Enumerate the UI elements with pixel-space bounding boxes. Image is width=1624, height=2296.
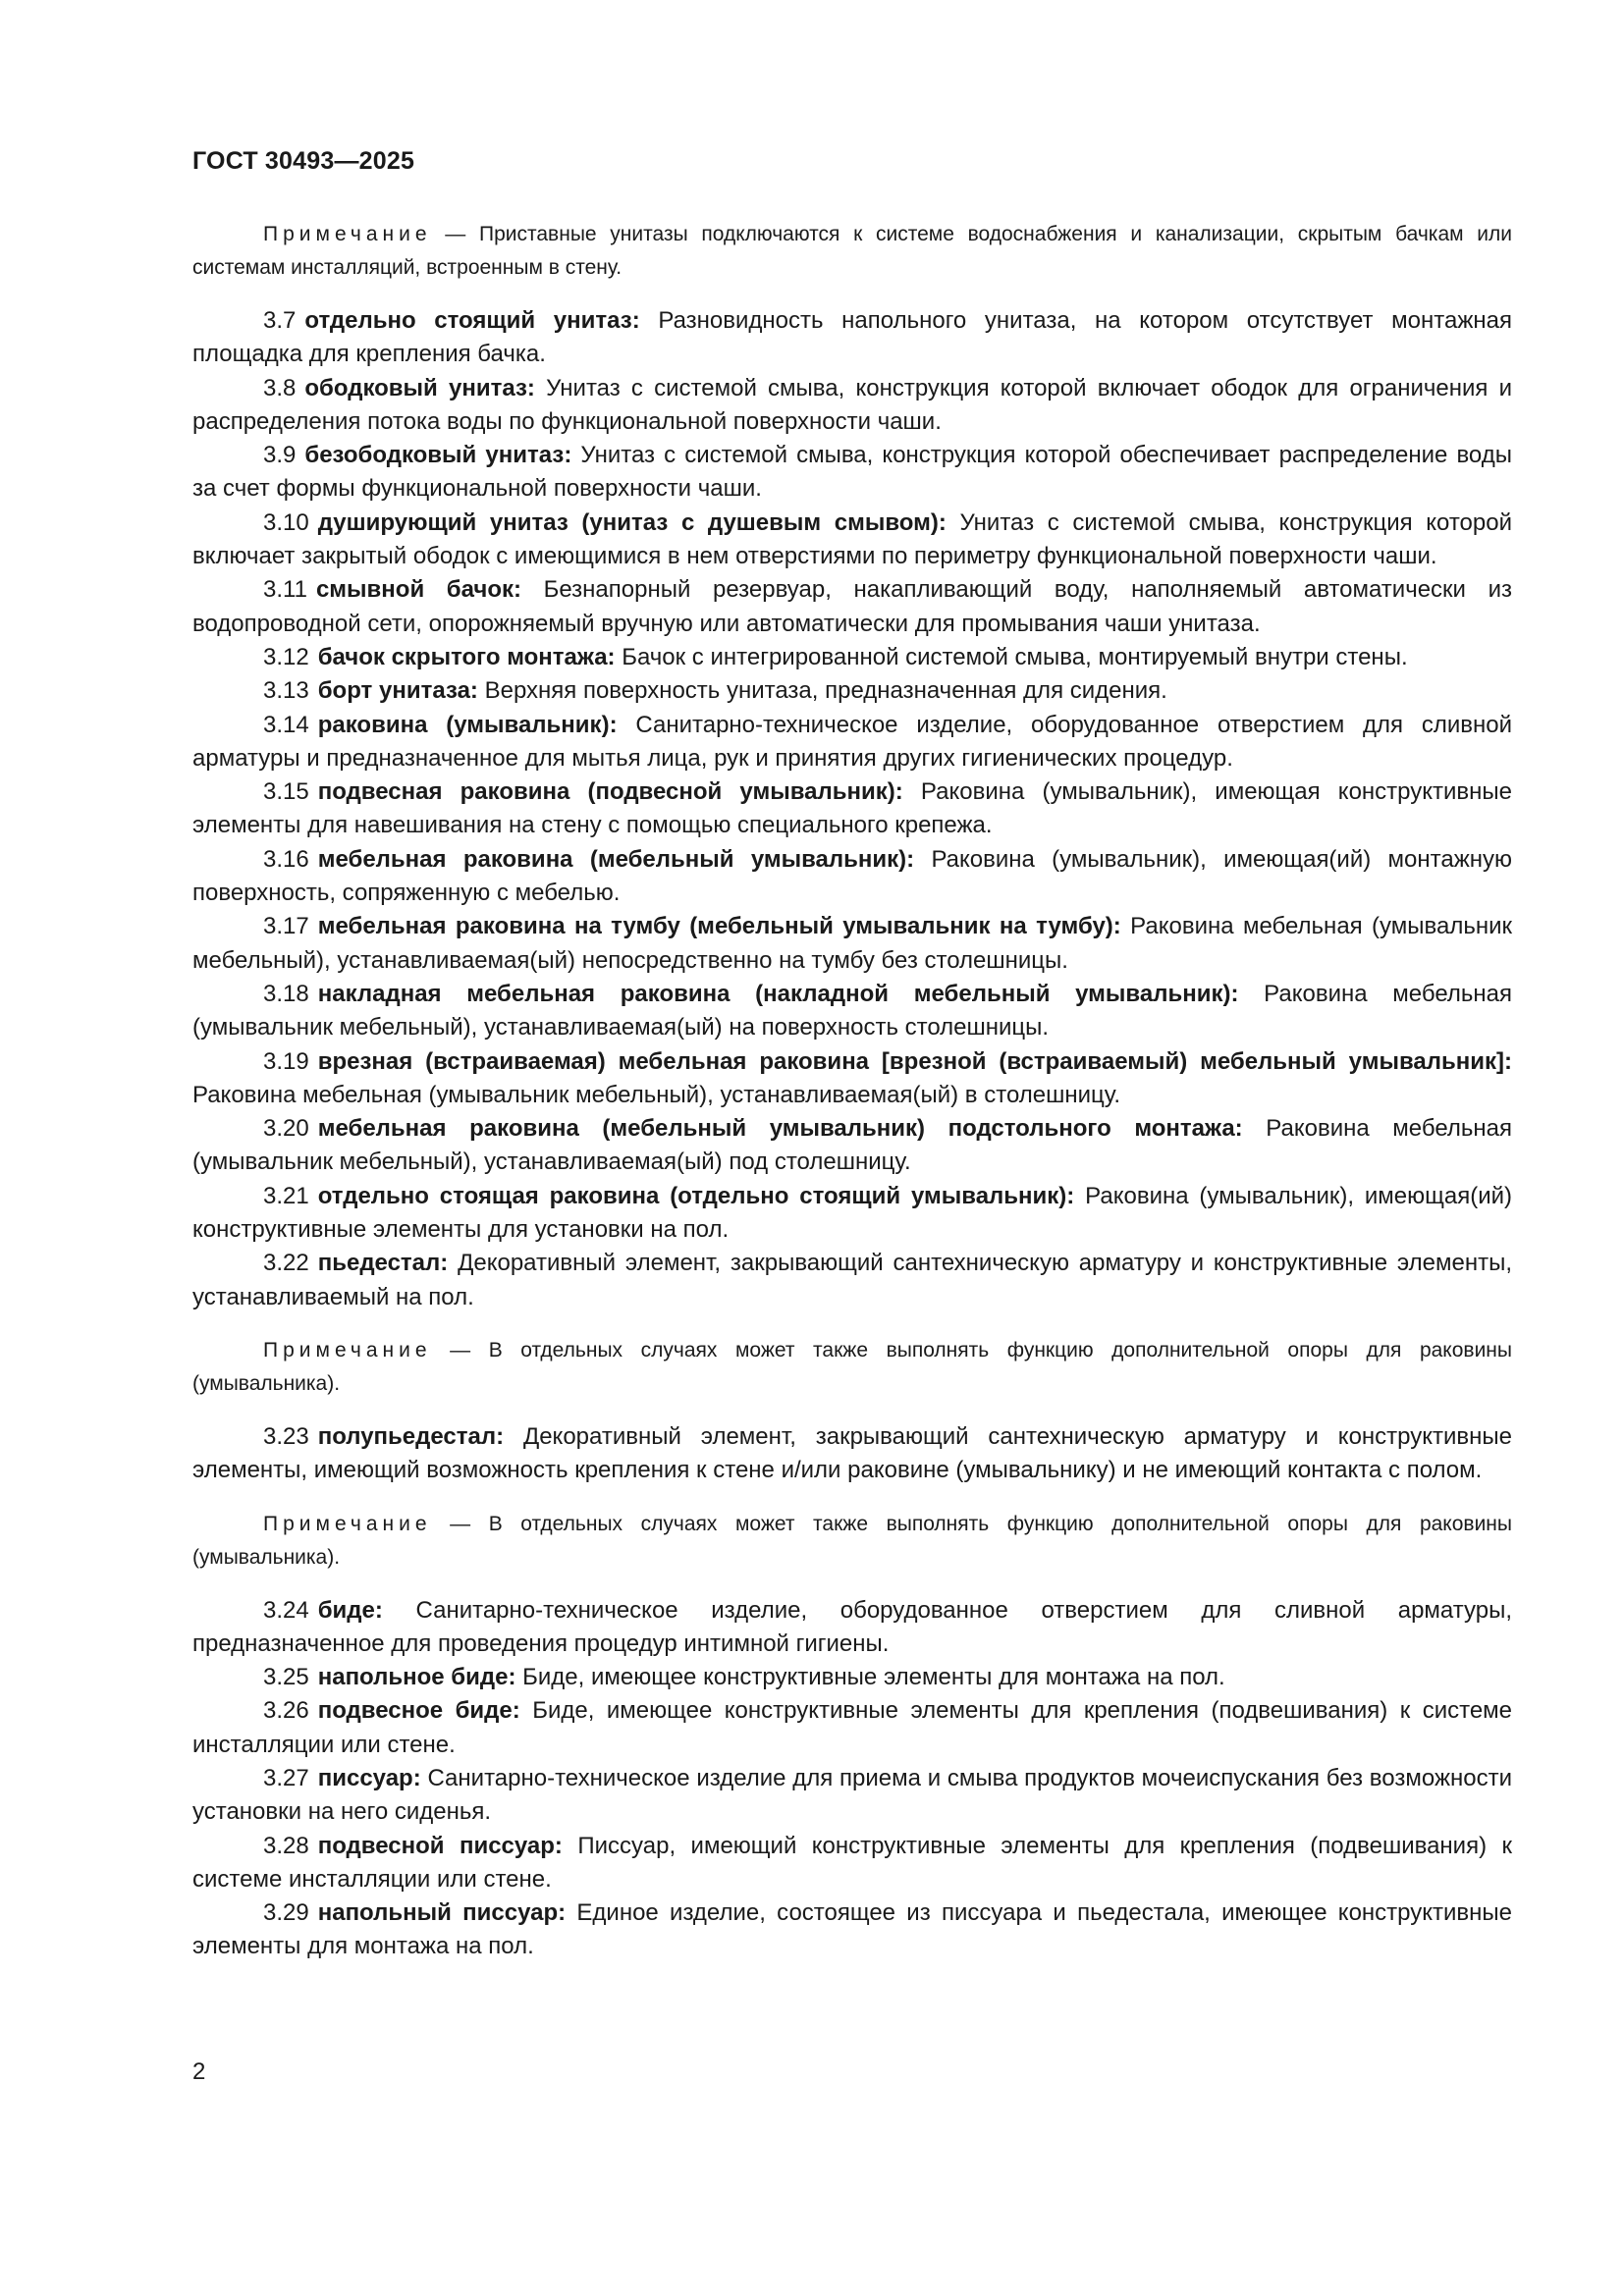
term-name: бачок скрытого монтажа: — [317, 643, 616, 670]
term-definition: Унитаз с системой смыва, конструкция которой включает ободок для ограничения и распределения потока воды по функциональной поверхности чаши. — [192, 374, 1513, 435]
term-name: подвесной писсуар: — [317, 1832, 563, 1859]
document-header: ГОСТ 30493—2025 — [192, 147, 415, 175]
term-name: отдельно стоящая раковина (отдельно стоящий умывальник): — [317, 1182, 1075, 1209]
term-entry — [192, 1694, 1512, 1762]
term-entry — [192, 775, 1512, 843]
term-entry — [192, 1420, 1512, 1488]
term-definition: Раковина (умывальник), имеющая(ий) монтажную поверхность, сопряженную с мебелью. — [192, 845, 1513, 907]
term-definition: Единое изделие, состоящее из писсуара и пьедестала, имеющее конструктивные элементы для монтажа на пол. — [192, 1899, 1513, 1960]
term-definition: Раковина мебельная (умывальник мебельный), устанавливаемая(ый) в столешницу. — [192, 1081, 1121, 1108]
term-entry — [192, 1112, 1512, 1180]
term-name: подвесное биде: — [317, 1697, 520, 1725]
term-name: безободковый унитаз: — [304, 442, 572, 469]
term-name: накладная мебельная раковина (накладной мебельный умывальник): — [317, 980, 1239, 1007]
note-label: Примечание — [263, 1512, 432, 1535]
term-entry — [192, 372, 1512, 440]
term-name: мебельная раковина (мебельный умывальник) подстольного монтажа: — [317, 1115, 1243, 1143]
term-name: полупьедестал: — [317, 1422, 505, 1450]
term-definition: Биде, имеющее конструктивные элементы для монтажа на пол. — [522, 1664, 1225, 1691]
term-name: напольное биде: — [317, 1664, 516, 1691]
note — [192, 218, 1512, 285]
term-number: 3.21 — [263, 1182, 309, 1209]
term-entry — [192, 304, 1512, 372]
term-number: 3.16 — [263, 845, 309, 873]
term-definition: Раковина мебельная (умывальник мебельный), устанавливаемая(ый) под столешницу. — [192, 1115, 1513, 1176]
term-number: 3.15 — [263, 778, 309, 806]
term-entry — [192, 843, 1512, 911]
note-text: — В отдельных случаях может также выполнять функцию дополнительной опоры для раковины (умывальника). — [192, 1338, 1512, 1395]
term-name: пьедестал: — [317, 1250, 449, 1277]
term-definition: Разновидность напольного унитаза, на котором отсутствует монтажная площадка для крепления бачка. — [192, 307, 1513, 368]
term-name: отдельно стоящий унитаз: — [304, 307, 640, 334]
term-entry — [192, 1661, 1512, 1694]
page-number: 2 — [192, 2058, 206, 2085]
term-number: 3.13 — [263, 677, 309, 705]
term-number: 3.8 — [263, 374, 297, 401]
term-definition: Писсуар, имеющий конструктивные элементы для крепления (подвешивания) к системе инсталляции или стене. — [192, 1832, 1513, 1893]
term-name: мебельная раковина (мебельный умывальник): — [317, 845, 915, 873]
term-number: 3.27 — [263, 1764, 309, 1791]
term-definition: Бачок с интегрированной системой смыва, монтируемый внутри стены. — [622, 643, 1408, 670]
document-body — [192, 218, 1512, 1964]
term-entry — [192, 709, 1512, 776]
note — [192, 1334, 1512, 1401]
term-entry — [192, 1045, 1512, 1113]
term-definition: Санитарно-техническое изделие для приема и смыва продуктов мочеиспускания без возможности установки на него сиденья. — [192, 1764, 1512, 1826]
term-name: врезная (встраиваемая) мебельная раковина [врезной (встраиваемый) мебельный умывальник]: — [317, 1047, 1512, 1075]
term-number: 3.19 — [263, 1047, 309, 1075]
term-entry — [192, 910, 1512, 978]
note-label: Примечание — [263, 223, 432, 245]
term-definition: Раковина (умывальник), имеющая(ий) конструктивные элементы для установки на пол. — [192, 1182, 1513, 1244]
note — [192, 1508, 1512, 1575]
term-entry — [192, 674, 1512, 708]
term-entry — [192, 1896, 1512, 1964]
term-definition: Декоративный элемент, закрывающий сантехническую арматуру и конструктивные элементы, устанавливаемый на пол. — [192, 1250, 1513, 1310]
term-number: 3.29 — [263, 1899, 309, 1927]
term-entry — [192, 573, 1512, 641]
term-name: подвесная раковина (подвесной умывальник): — [317, 778, 903, 806]
term-definition: Безнапорный резервуар, накапливающий воду, наполняемый автоматически из водопроводной сети, опорожняемый вручную или автоматически для промывания чаши унитаза. — [192, 576, 1512, 637]
note-text: — В отдельных случаях может также выполнять функцию дополнительной опоры для раковины (умывальника). — [192, 1512, 1512, 1569]
term-entry — [192, 1830, 1512, 1897]
term-name: раковина (умывальник): — [317, 711, 618, 738]
term-number: 3.20 — [263, 1115, 309, 1143]
term-number: 3.18 — [263, 980, 309, 1007]
term-definition: Верхняя поверхность унитаза, предназначенная для сидения. — [484, 677, 1167, 705]
note-text: — Приставные унитазы подключаются к системе водоснабжения и канализации, скрытым бачкам или системам инсталляций, встроенным в стену. — [192, 223, 1512, 279]
term-name: ободковый унитаз: — [304, 374, 535, 401]
term-number: 3.25 — [263, 1664, 309, 1691]
term-entry — [192, 1247, 1512, 1314]
term-number: 3.17 — [263, 913, 309, 940]
term-definition: Унитаз с системой смыва, конструкция которой включает закрытый ободок с имеющимися в нем отверстиями по периметру функциональной поверхности чаши. — [192, 508, 1512, 570]
term-definition: Раковина мебельная (умывальник мебельный), устанавливаемая(ый) непосредственно на тумбу без столешницы. — [192, 913, 1512, 974]
term-number: 3.12 — [263, 643, 309, 670]
term-definition: Унитаз с системой смыва, конструкция которой обеспечивает распределение воды за счет формы функциональной поверхности чаши. — [192, 442, 1512, 503]
term-definition: Биде, имеющее конструктивные элементы для крепления (подвешивания) к системе инсталляции или стене. — [192, 1697, 1513, 1758]
term-entry — [192, 1762, 1512, 1830]
term-entry — [192, 1594, 1512, 1662]
term-number: 3.7 — [263, 307, 297, 334]
term-name: мебельная раковина на тумбу (мебельный умывальник на тумбу): — [317, 913, 1121, 940]
term-name: напольный писсуар: — [317, 1899, 567, 1927]
term-definition: Декоративный элемент, закрывающий сантехническую арматуру и конструктивные элементы, имеющий возможность крепления к стене и/или раковине (умывальнику) и не имеющий контакта с полом. — [192, 1422, 1513, 1484]
term-number: 3.11 — [263, 576, 307, 604]
term-number: 3.28 — [263, 1832, 309, 1859]
term-number: 3.23 — [263, 1422, 309, 1450]
term-name: борт унитаза: — [317, 677, 478, 705]
term-name: душирующий унитаз (унитаз с душевым смывом): — [317, 508, 947, 536]
term-number: 3.22 — [263, 1250, 309, 1277]
term-number: 3.26 — [263, 1697, 309, 1725]
term-number: 3.10 — [263, 508, 309, 536]
note-label: Примечание — [263, 1338, 432, 1362]
term-name: смывной бачок: — [315, 576, 521, 604]
term-number: 3.14 — [263, 711, 309, 738]
term-entry — [192, 641, 1512, 674]
term-entry — [192, 507, 1512, 574]
term-definition: Раковина мебельная (умывальник мебельный), устанавливаемая(ый) на поверхность столешницы. — [192, 980, 1512, 1041]
term-definition: Санитарно-техническое изделие, оборудованное отверстием для сливной арматуры и предназначенное для мытья лица, рук и принятия других гигиенических процедур. — [192, 711, 1513, 772]
term-definition: Санитарно-техническое изделие, оборудованное отверстием для сливной арматуры, предназначенное для проведения процедур интимной гигиены. — [192, 1596, 1513, 1657]
term-name: биде: — [317, 1596, 383, 1624]
term-number: 3.9 — [263, 442, 297, 469]
term-definition: Раковина (умывальник), имеющая конструктивные элементы для навешивания на стену с помощью специального крепежа. — [192, 778, 1513, 839]
term-entry — [192, 439, 1512, 507]
term-number: 3.24 — [263, 1596, 309, 1624]
term-name: писсуар: — [317, 1764, 421, 1791]
term-entry — [192, 978, 1512, 1045]
term-entry — [192, 1180, 1512, 1248]
